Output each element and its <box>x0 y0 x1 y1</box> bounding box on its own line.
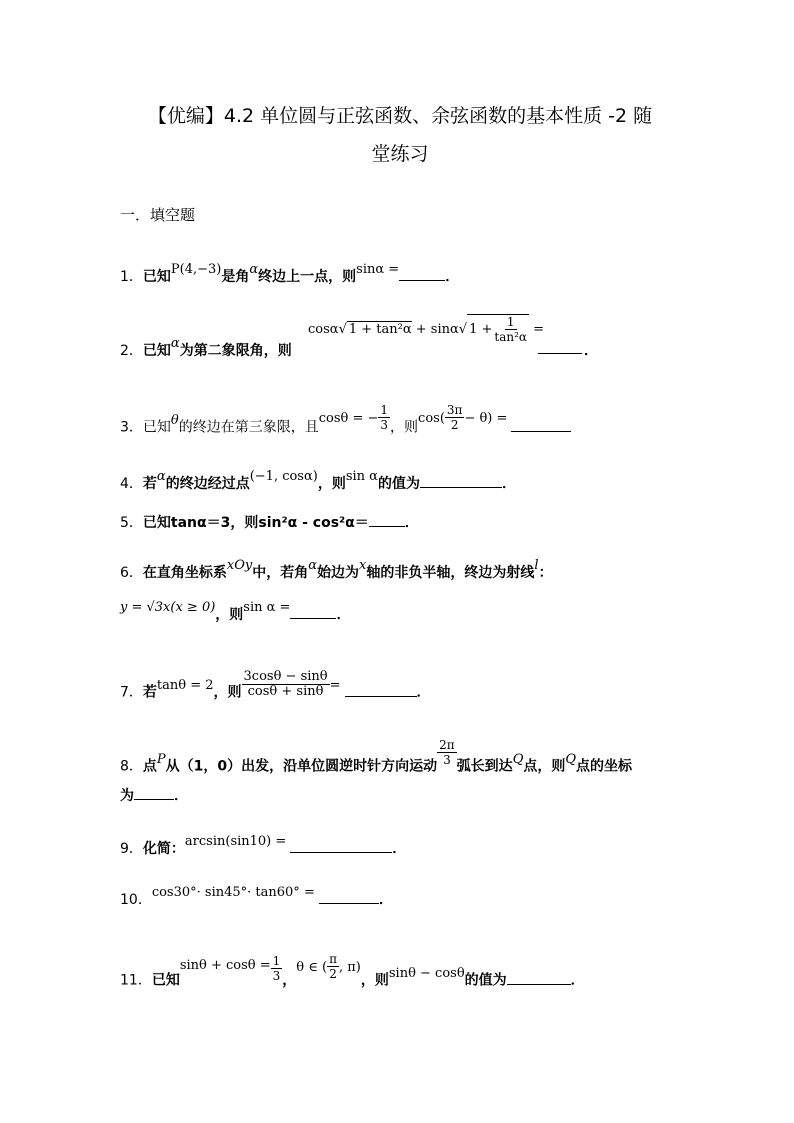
q6-number: 6． <box>120 565 143 581</box>
q2-cos: cosα <box>308 322 339 337</box>
q1-text-3: 终边上一点，则 <box>258 269 357 285</box>
q8-q: Q <box>512 751 524 767</box>
q9-number: 9． <box>120 841 143 857</box>
q6-alpha: α <box>308 558 318 573</box>
q2-text-3: ． <box>584 343 598 359</box>
q2-sin: + sinα <box>415 322 459 337</box>
q4-text-1: 若 <box>142 476 157 492</box>
q3-text-1: 已知 <box>142 419 171 436</box>
q2-text-1: 已知 <box>142 343 171 359</box>
q7-answer-blank[interactable] <box>345 684 417 697</box>
q5-text-1: 已知tanα＝3，则sin²α - cos²α＝ <box>142 515 369 531</box>
q8-text-5: 点的坐标 <box>576 758 633 775</box>
q3-number: 3． <box>120 419 143 436</box>
q10-number: 10． <box>120 892 152 908</box>
q11-answer-blank[interactable] <box>507 972 571 985</box>
q4-alpha: α <box>156 469 166 484</box>
q4-point: (−1, cosα) <box>249 469 318 484</box>
q3-theta: θ <box>170 412 179 428</box>
q7-equals: = <box>329 677 341 693</box>
q8-answer-blank[interactable] <box>134 787 174 800</box>
q1-point: P(4,−3) <box>170 262 222 277</box>
question-9 <box>120 834 407 858</box>
q2-frac-den: tan²α <box>494 330 527 344</box>
q2-expression: cosα√ 1 + tan²α + sinα√ 1 + $\frac{1}{\text{tan²α}}$ = <box>308 315 545 344</box>
document-title <box>110 97 690 173</box>
q3-text-2: 的终边在第三象限，且 <box>178 419 319 436</box>
q3-cos-open: cos( <box>418 410 445 426</box>
q9-text-2: ． <box>392 841 407 857</box>
q8-text-2: 从（1，0）出发，沿单位圆逆时针方向运动 <box>165 758 438 775</box>
q11-frac2-num: π <box>329 952 337 966</box>
q9-text-1: 化简： <box>142 841 185 857</box>
q9-expr: arcsin(sin10) = <box>184 834 287 849</box>
q4-text-3: ，则 <box>317 476 346 492</box>
q8-frac-num: 2π <box>439 738 455 752</box>
q6-text-2: 中，若角 <box>252 565 309 581</box>
q11-frac1-den: 3 <box>272 969 281 983</box>
q2-frac-num: 1 <box>506 315 515 329</box>
q6-text-1: 在直角坐标系 <box>142 565 227 581</box>
section-heading: 一．填空题 <box>120 206 196 224</box>
q3-cos-theta: cosθ = − <box>318 410 379 426</box>
q2-text-2: 为第二象限角，则 <box>179 343 292 359</box>
q11-text-2: ， <box>282 972 297 989</box>
q11-theta-in: θ ∈ ( <box>296 959 328 975</box>
q11-frac1-num: 1 <box>272 954 281 968</box>
q3-frac2-den: 2 <box>450 418 459 432</box>
q1-alpha: α <box>249 262 259 277</box>
q2-number: 2． <box>120 343 143 359</box>
q4-answer-blank[interactable] <box>420 475 502 488</box>
question-8-line-2 <box>120 785 188 805</box>
q11-sum: sinθ + cosθ = <box>179 957 271 973</box>
q10-text-1: ． <box>378 892 393 908</box>
q2-equals: = <box>533 322 545 337</box>
q8-frac-den: 3 <box>443 753 451 767</box>
q10-expr: cos30°· sin45°· tan60° = <box>151 885 315 900</box>
q5-number: 5． <box>120 515 143 531</box>
q3-frac1-num: 1 <box>380 403 389 417</box>
q7-tan: tanθ = 2 <box>156 677 214 693</box>
q1-text-4: ． <box>445 269 460 285</box>
q6-sin-alpha: sin α = <box>243 600 291 615</box>
question-11 <box>120 952 585 995</box>
q11-text-5: ． <box>570 972 585 989</box>
q5-answer-blank[interactable] <box>369 514 405 527</box>
q3-text-3: ，则 <box>390 419 419 436</box>
q11-diff: sinθ − cosθ <box>388 965 465 981</box>
question-2 <box>120 336 292 360</box>
q6-text-7: ． <box>336 607 351 623</box>
q3-answer-blank[interactable] <box>511 419 571 432</box>
q7-text-2: ，则 <box>213 684 242 701</box>
q6-x: x <box>359 558 367 573</box>
q8-text-1: 点 <box>142 758 157 775</box>
q1-number: 1． <box>120 269 143 285</box>
question-6-line-2 <box>120 600 351 624</box>
q6-answer-blank[interactable] <box>290 606 336 619</box>
q7-text-1: 若 <box>142 684 157 701</box>
q4-sin-alpha: sin α <box>345 469 378 484</box>
question-10 <box>120 885 393 909</box>
q4-text-4: 的值为 <box>377 476 420 492</box>
question-4 <box>120 469 516 493</box>
q7-number: 7． <box>120 684 143 701</box>
q4-text-2: 的终边经过点 <box>165 476 250 492</box>
q8-q-2: Q <box>565 751 577 767</box>
q6-text-3: 始边为 <box>317 565 360 581</box>
q11-interval-close: , π) <box>338 959 361 975</box>
q1-answer-blank[interactable] <box>399 268 445 281</box>
q8-text-6: 为 <box>120 788 134 804</box>
q6-ray-eq: y = √3x(x ≥ 0) <box>120 600 216 615</box>
q9-answer-blank[interactable] <box>290 840 392 853</box>
q7-frac-num: 3cosθ − sinθ <box>243 669 328 684</box>
q2-alpha: α <box>170 336 180 351</box>
q11-text-1: 已知 <box>151 972 180 989</box>
q8-p: P <box>156 751 166 767</box>
q8-text-4: 点，则 <box>523 758 566 775</box>
q2-one-plus: 1 + <box>469 322 493 337</box>
q6-text-4: 轴的非负半轴，终边为射线 <box>366 565 535 581</box>
q3-frac1-den: 3 <box>380 418 389 432</box>
question-5 <box>120 512 419 532</box>
q8-text-3: 弧长到达 <box>456 758 513 775</box>
title-line-1: 【优编】4.2 单位圆与正弦函数、余弦函数的基本性质 -2 随 <box>147 105 653 127</box>
question-1 <box>120 262 460 286</box>
q6-text-5: ： <box>538 565 553 581</box>
q11-frac2-den: 2 <box>329 967 337 981</box>
q6-l: l <box>534 558 539 573</box>
question-6 <box>120 558 553 582</box>
q1-sin-expr: sinα = <box>356 262 400 277</box>
q11-number: 11． <box>120 972 152 989</box>
q4-text-5: ． <box>501 476 516 492</box>
q11-text-3: ，则 <box>360 972 389 989</box>
q8-text-7: ． <box>174 788 188 804</box>
q10-answer-blank[interactable] <box>319 891 379 904</box>
q8-number: 8． <box>120 758 143 775</box>
q6-xoy: xOy <box>226 558 253 573</box>
q3-frac2-num: 3π <box>446 403 463 417</box>
title-line-2: 堂练习 <box>371 143 429 165</box>
q11-text-4: 的值为 <box>464 972 507 989</box>
q4-number: 4． <box>120 476 143 492</box>
q3-cos-close: − θ) = <box>464 410 508 426</box>
q1-text-1: 已知 <box>142 269 171 285</box>
q1-text-2: 是角 <box>221 269 250 285</box>
q6-text-6: ，则 <box>215 607 244 623</box>
q2-answer-blank[interactable] <box>538 341 582 354</box>
q7-frac-den: cosθ + sinθ <box>247 684 324 699</box>
q7-text-3: ． <box>416 684 431 701</box>
q5-text-2: ． <box>404 515 419 531</box>
q2-sqrt-1: 1 + tan²α <box>348 322 412 337</box>
